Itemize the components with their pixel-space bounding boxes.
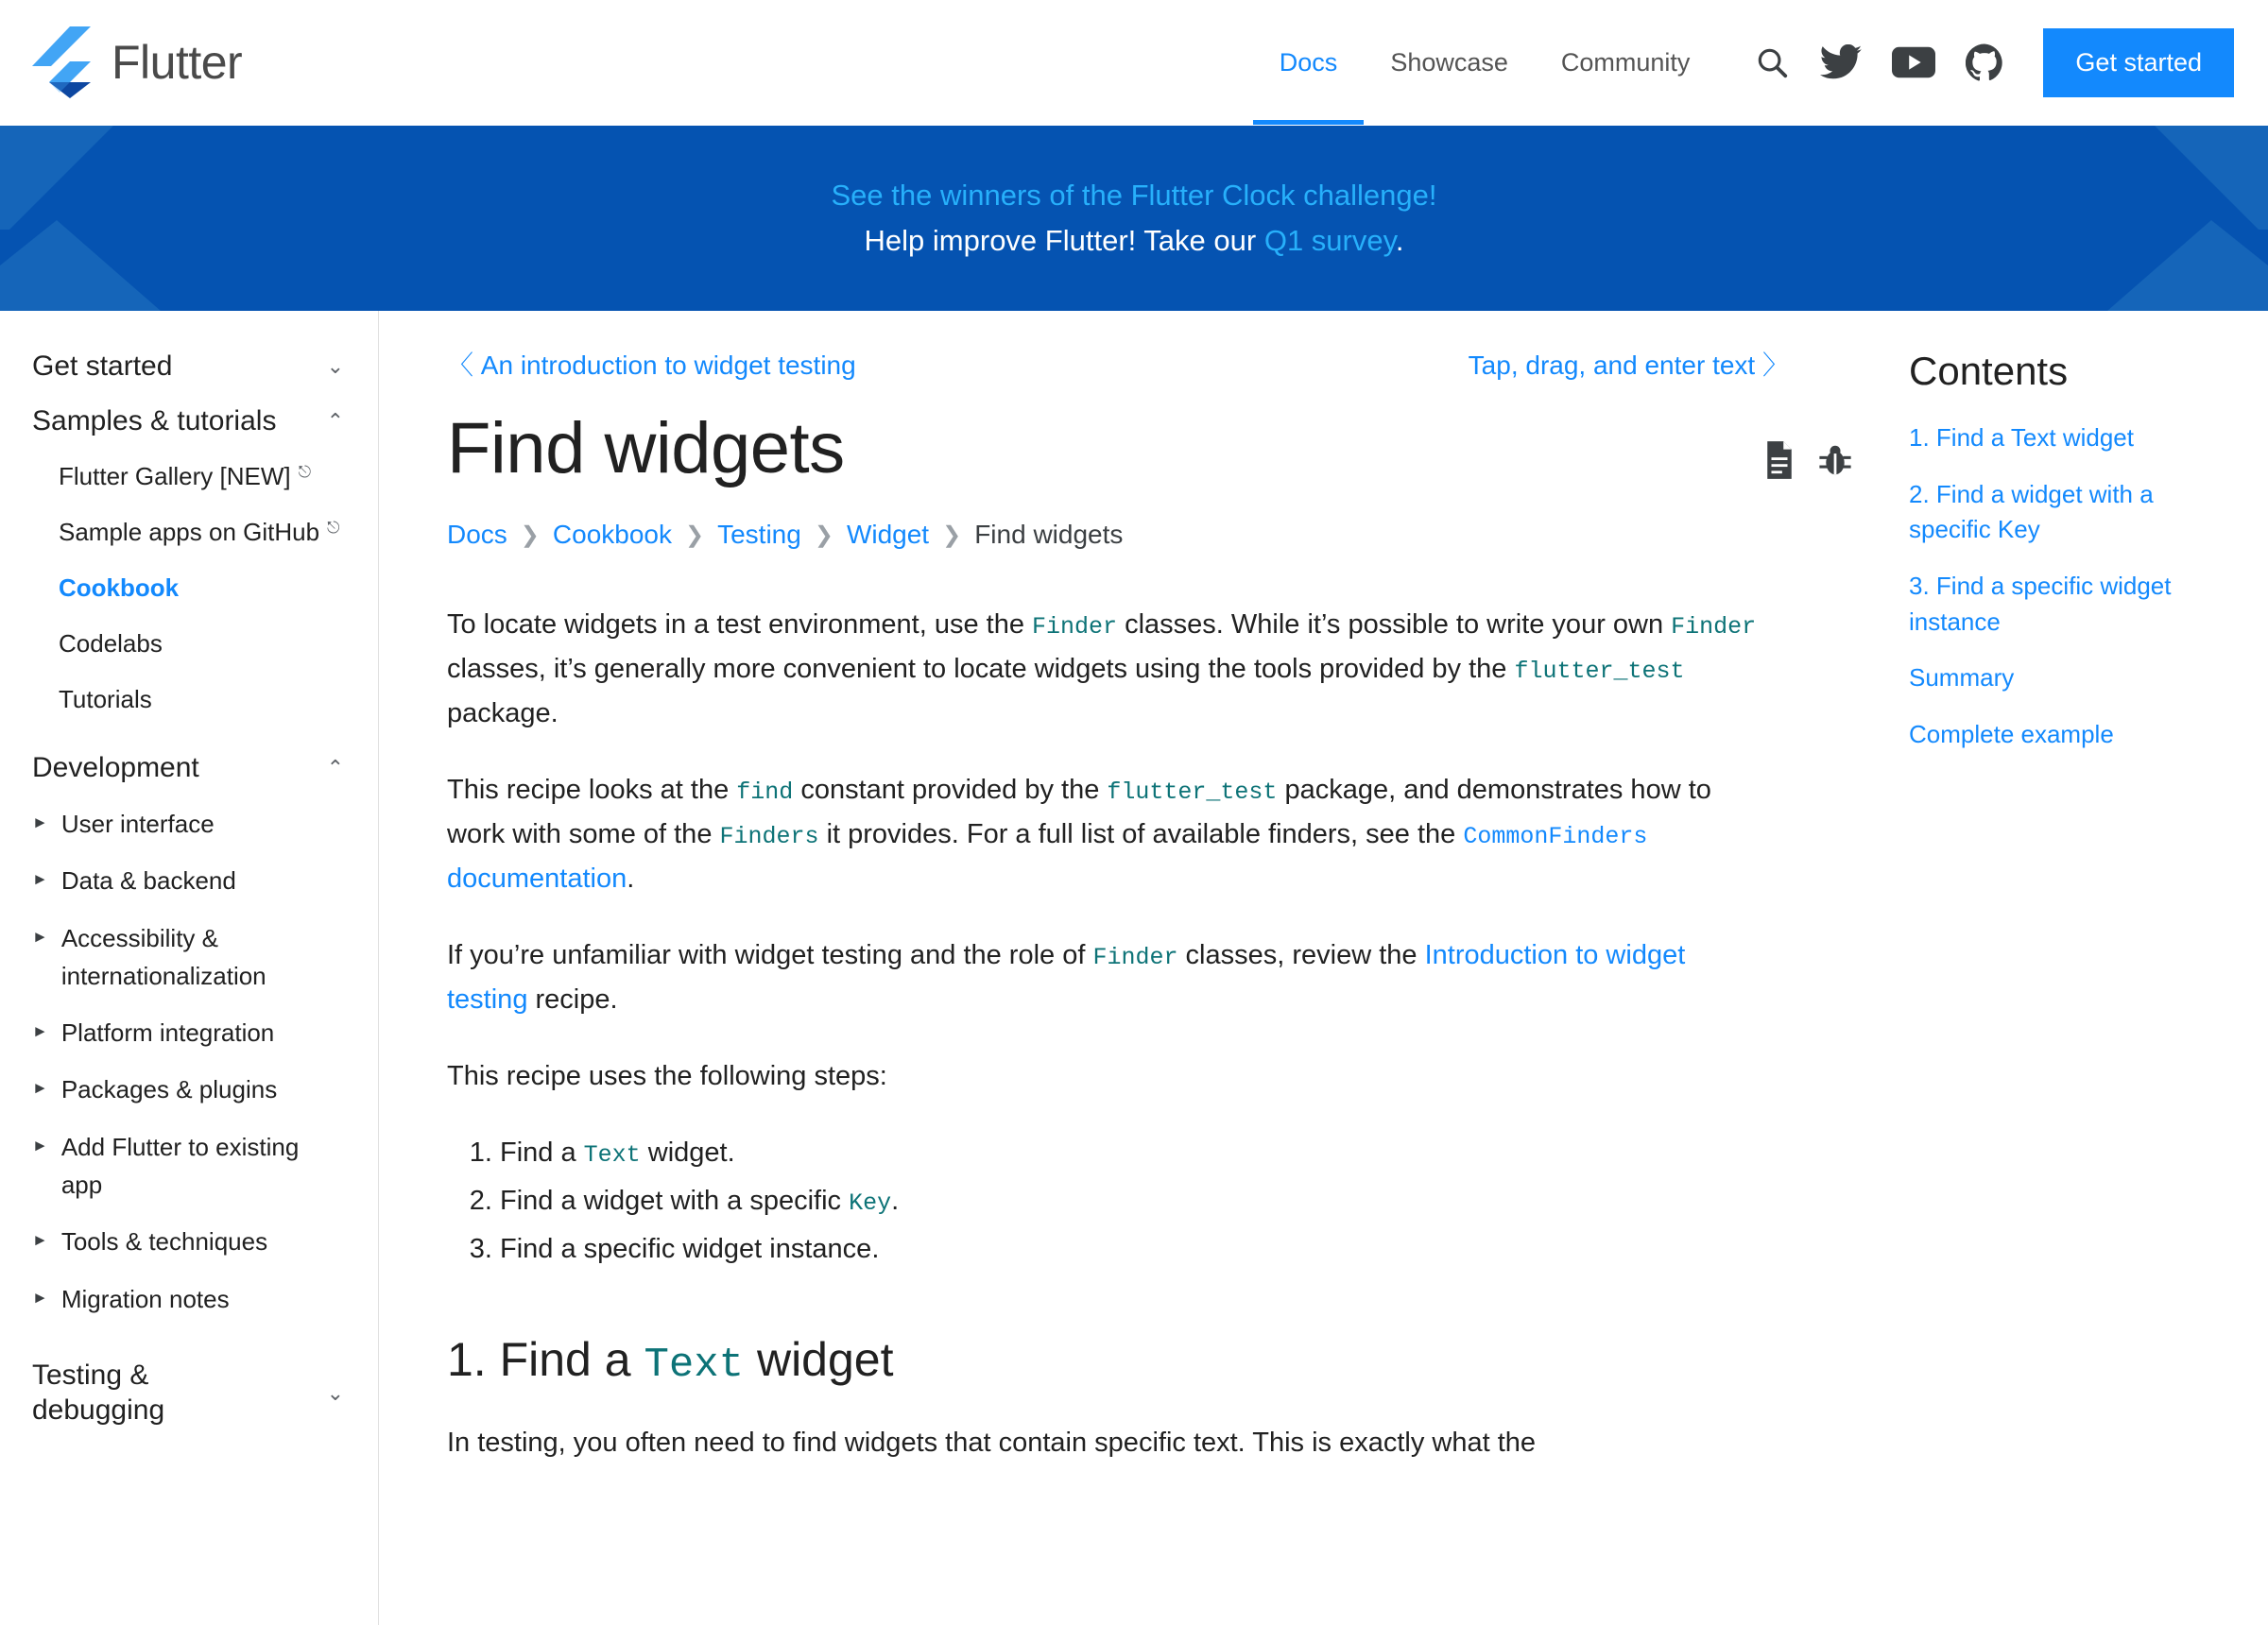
step-2-code: Key xyxy=(849,1189,892,1217)
page-title: Find widgets xyxy=(447,408,845,488)
prev-page-link[interactable] xyxy=(447,345,856,383)
breadcrumb-cookbook[interactable]: Cookbook xyxy=(552,520,672,549)
p2-code-flutter-test: flutter_test xyxy=(1107,778,1278,806)
banner-clock-challenge-link[interactable]: See the winners of the Flutter Clock challenge! xyxy=(831,179,1437,212)
banner-survey-link[interactable]: Q1 survey xyxy=(1263,224,1396,257)
sidebar-group-label: Development xyxy=(32,752,199,783)
p2-link-text: documentation xyxy=(447,863,627,894)
prev-next-nav xyxy=(447,345,1789,383)
nav-link-showcase[interactable]: Showcase xyxy=(1390,47,1508,77)
p1-code-finder: Finder xyxy=(1032,613,1118,641)
sidebar-item-label: Accessibility & internationalization xyxy=(60,923,266,990)
p2-code-finders: Finders xyxy=(719,822,819,850)
paragraph-3 xyxy=(447,933,1770,1022)
external-link-icon: ⎋ xyxy=(298,463,312,481)
chevron-right-icon: ► xyxy=(32,927,48,946)
list-item xyxy=(500,1179,1770,1223)
article-body xyxy=(447,603,1770,1465)
p1-text-3: classes, it’s generally more convenient to locate widgets using the tools provided by the xyxy=(447,653,1515,684)
p3-text-3: recipe. xyxy=(527,984,618,1015)
chevron-right-icon: ► xyxy=(32,1288,48,1307)
brand-logo-link[interactable] xyxy=(32,26,242,98)
chevron-right-icon: ❯ xyxy=(814,522,833,548)
chevron-right-icon: ► xyxy=(32,1231,48,1250)
chevron-right-icon: ❯ xyxy=(685,522,705,548)
toc-item-summary[interactable]: Summary xyxy=(1909,663,2015,693)
paragraph-4: This recipe uses the following steps: xyxy=(447,1060,887,1091)
sidebar-group-development[interactable] xyxy=(0,741,378,795)
chevron-down-icon: ⌄ xyxy=(326,354,344,378)
chevron-right-icon: ► xyxy=(32,813,48,831)
p1-code-flutter-test: flutter_test xyxy=(1514,657,1685,685)
breadcrumb xyxy=(447,520,1852,550)
banner-survey-suffix: . xyxy=(1395,224,1404,257)
sidebar-item-data-backend[interactable] xyxy=(0,852,378,909)
sidebar-item-migration-notes[interactable] xyxy=(0,1271,378,1327)
sidebar-item-label: User interface xyxy=(60,810,215,838)
sidebar-item-add-flutter-to-existing-app[interactable] xyxy=(0,1119,378,1214)
banner-decoration-right xyxy=(1956,126,2268,311)
banner-survey-text xyxy=(865,224,1404,258)
search-icon[interactable] xyxy=(1754,44,1790,80)
sidebar-item-label: Tools & techniques xyxy=(60,1227,268,1257)
sidebar-item-user-interface[interactable] xyxy=(0,795,378,852)
chevron-right-icon: ► xyxy=(32,1079,48,1098)
nav-link-docs[interactable]: Docs xyxy=(1253,0,1365,125)
step-1-pre: Find a xyxy=(500,1137,584,1168)
page-actions xyxy=(1763,383,1852,479)
sidebar-item-label: Packages & plugins xyxy=(60,1075,278,1104)
external-link-icon: ⎋ xyxy=(327,519,340,537)
sidebar-item-flutter-gallery[interactable] xyxy=(0,449,378,505)
sidebar-group-label: Get started xyxy=(32,351,173,382)
nav-link-community[interactable]: Community xyxy=(1560,47,1691,77)
sidebar-group-samples-tutorials[interactable] xyxy=(0,394,378,449)
toc-item-2[interactable]: 2. Find a widget with a specific Key xyxy=(1909,479,2154,544)
toc-item-complete-example[interactable]: Complete example xyxy=(1909,720,2114,749)
sidebar-group-label: Testing & debugging xyxy=(32,1359,165,1427)
toc-item-1[interactable]: 1. Find a Text widget xyxy=(1909,423,2134,452)
p2-text-5: . xyxy=(627,863,635,894)
header-nav xyxy=(1253,0,2268,125)
bug-report-icon[interactable] xyxy=(1818,441,1852,479)
github-icon[interactable] xyxy=(1966,43,2003,81)
h2-post: widget xyxy=(744,1332,894,1386)
step-3-pre: Find a specific widget instance. xyxy=(500,1233,880,1264)
breadcrumb-testing[interactable]: Testing xyxy=(717,520,801,549)
step-1-post: widget. xyxy=(640,1137,735,1168)
brand-name: Flutter xyxy=(112,36,243,89)
get-started-button[interactable]: Get started xyxy=(2043,28,2234,97)
sidebar-item-label: Add Flutter to existing app xyxy=(60,1132,300,1200)
chevron-right-icon: ❯ xyxy=(520,522,540,548)
breadcrumb-docs[interactable]: Docs xyxy=(447,520,507,549)
p2-text-2: constant provided by the xyxy=(793,774,1108,805)
p3-text-1: If you’re unfamiliar with widget testing and the role of xyxy=(447,939,1093,970)
sidebar-item-platform-integration[interactable] xyxy=(0,1004,378,1061)
next-page-label: Tap, drag, and enter text xyxy=(1468,351,1756,380)
chevron-down-icon: ⌄ xyxy=(326,1380,344,1405)
chevron-up-icon: ⌃ xyxy=(326,409,344,433)
sidebar-item-codelabs[interactable] xyxy=(0,616,378,672)
toc-item-3[interactable]: 3. Find a specific widget instance xyxy=(1909,572,2172,636)
sidebar-item-label: Data & backend xyxy=(60,866,236,896)
chevron-right-icon: ► xyxy=(32,1136,48,1155)
list-item xyxy=(500,1227,1770,1272)
list-item xyxy=(500,1131,1770,1175)
next-page-link[interactable] xyxy=(1469,345,1789,383)
p2-text-1: This recipe looks at the xyxy=(447,774,737,805)
p2-text-4: it provides. For a full list of available finders, see the xyxy=(818,818,1464,849)
steps-list xyxy=(447,1131,1770,1272)
chevron-right-icon: ► xyxy=(32,1022,48,1041)
youtube-icon[interactable] xyxy=(1892,46,1935,78)
twitter-icon[interactable] xyxy=(1820,44,1862,80)
sidebar-item-label: Platform integration xyxy=(60,1018,275,1048)
sidebar-group-testing-debugging[interactable] xyxy=(0,1346,378,1440)
sidebar-item-label: Codelabs xyxy=(59,629,163,658)
step-2-pre: Find a widget with a specific xyxy=(500,1185,850,1216)
p2-text-3: package, and demonstrates how to work with some of the xyxy=(447,774,1711,849)
sidebar-item-cookbook[interactable] xyxy=(0,560,378,616)
sidebar xyxy=(0,311,379,1625)
sidebar-item-label: Tutorials xyxy=(59,685,152,713)
h2-pre: 1. Find a xyxy=(447,1332,644,1386)
sidebar-item-label: Flutter Gallery [NEW] xyxy=(59,462,291,490)
p3-text-2: classes, review the xyxy=(1177,939,1425,970)
title-row xyxy=(447,383,1852,489)
sidebar-group-get-started[interactable] xyxy=(0,339,378,394)
h2-code-text: Text xyxy=(644,1341,745,1389)
step-2-post: . xyxy=(891,1185,900,1216)
sidebar-item-label: Cookbook xyxy=(59,573,180,602)
p3-code-finder: Finder xyxy=(1092,943,1178,971)
sidebar-item-label: Sample apps on GitHub xyxy=(59,518,320,546)
breadcrumb-widget[interactable]: Widget xyxy=(846,520,930,549)
chevron-right-icon: ❯ xyxy=(942,522,962,548)
p1-text-1: To locate widgets in a test environment, use the xyxy=(447,609,1033,640)
site-header xyxy=(0,0,2268,126)
prev-page-label: An introduction to widget testing xyxy=(480,351,856,380)
intro-widget-testing-link[interactable]: Introduction to widget testing xyxy=(447,939,1686,1015)
toc-title: Contents xyxy=(1909,349,2069,393)
sidebar-item-tutorials[interactable] xyxy=(0,672,378,727)
prev-arrow-icon: 〈 xyxy=(447,351,474,380)
chevron-up-icon: ⌃ xyxy=(326,756,344,779)
section-heading-1 xyxy=(447,1332,1770,1389)
page-body xyxy=(0,311,2268,1625)
banner-survey-prefix: Help improve Flutter! Take our xyxy=(864,224,1264,257)
paragraph-2 xyxy=(447,768,1770,901)
p2-code-find: find xyxy=(736,778,794,806)
chevron-right-icon: ► xyxy=(32,870,48,889)
sidebar-item-accessibility-internationalization[interactable] xyxy=(0,910,378,1005)
table-of-contents xyxy=(1909,311,2268,1625)
p1-code-finder-2: Finder xyxy=(1671,613,1757,641)
sidebar-item-label: Migration notes xyxy=(60,1284,230,1313)
document-icon[interactable] xyxy=(1763,441,1796,479)
paragraph-1 xyxy=(447,603,1770,736)
p1-text-4: package. xyxy=(447,697,558,728)
sidebar-group-label: Samples & tutorials xyxy=(32,405,277,436)
flutter-logo-icon xyxy=(32,26,91,98)
p1-text-2: classes. While it’s possible to write your own xyxy=(1117,609,1672,640)
header-icons xyxy=(1754,43,2003,81)
sidebar-item-sample-apps-github[interactable] xyxy=(0,505,378,560)
sidebar-item-packages-plugins[interactable] xyxy=(0,1061,378,1118)
breadcrumb-current: Find widgets xyxy=(974,520,1124,549)
paragraph-5: In testing, you often need to find widgets that contain specific text. This is exactly what the xyxy=(447,1427,1537,1458)
step-1-code: Text xyxy=(583,1140,641,1169)
announcement-banner xyxy=(0,126,2268,311)
main-content xyxy=(379,311,1909,1625)
banner-decoration-left xyxy=(0,126,312,311)
p2-link-code: CommonFinders xyxy=(1463,822,1648,850)
next-arrow-icon: 〉 xyxy=(1761,351,1789,380)
sidebar-item-tools-techniques[interactable] xyxy=(0,1213,378,1270)
